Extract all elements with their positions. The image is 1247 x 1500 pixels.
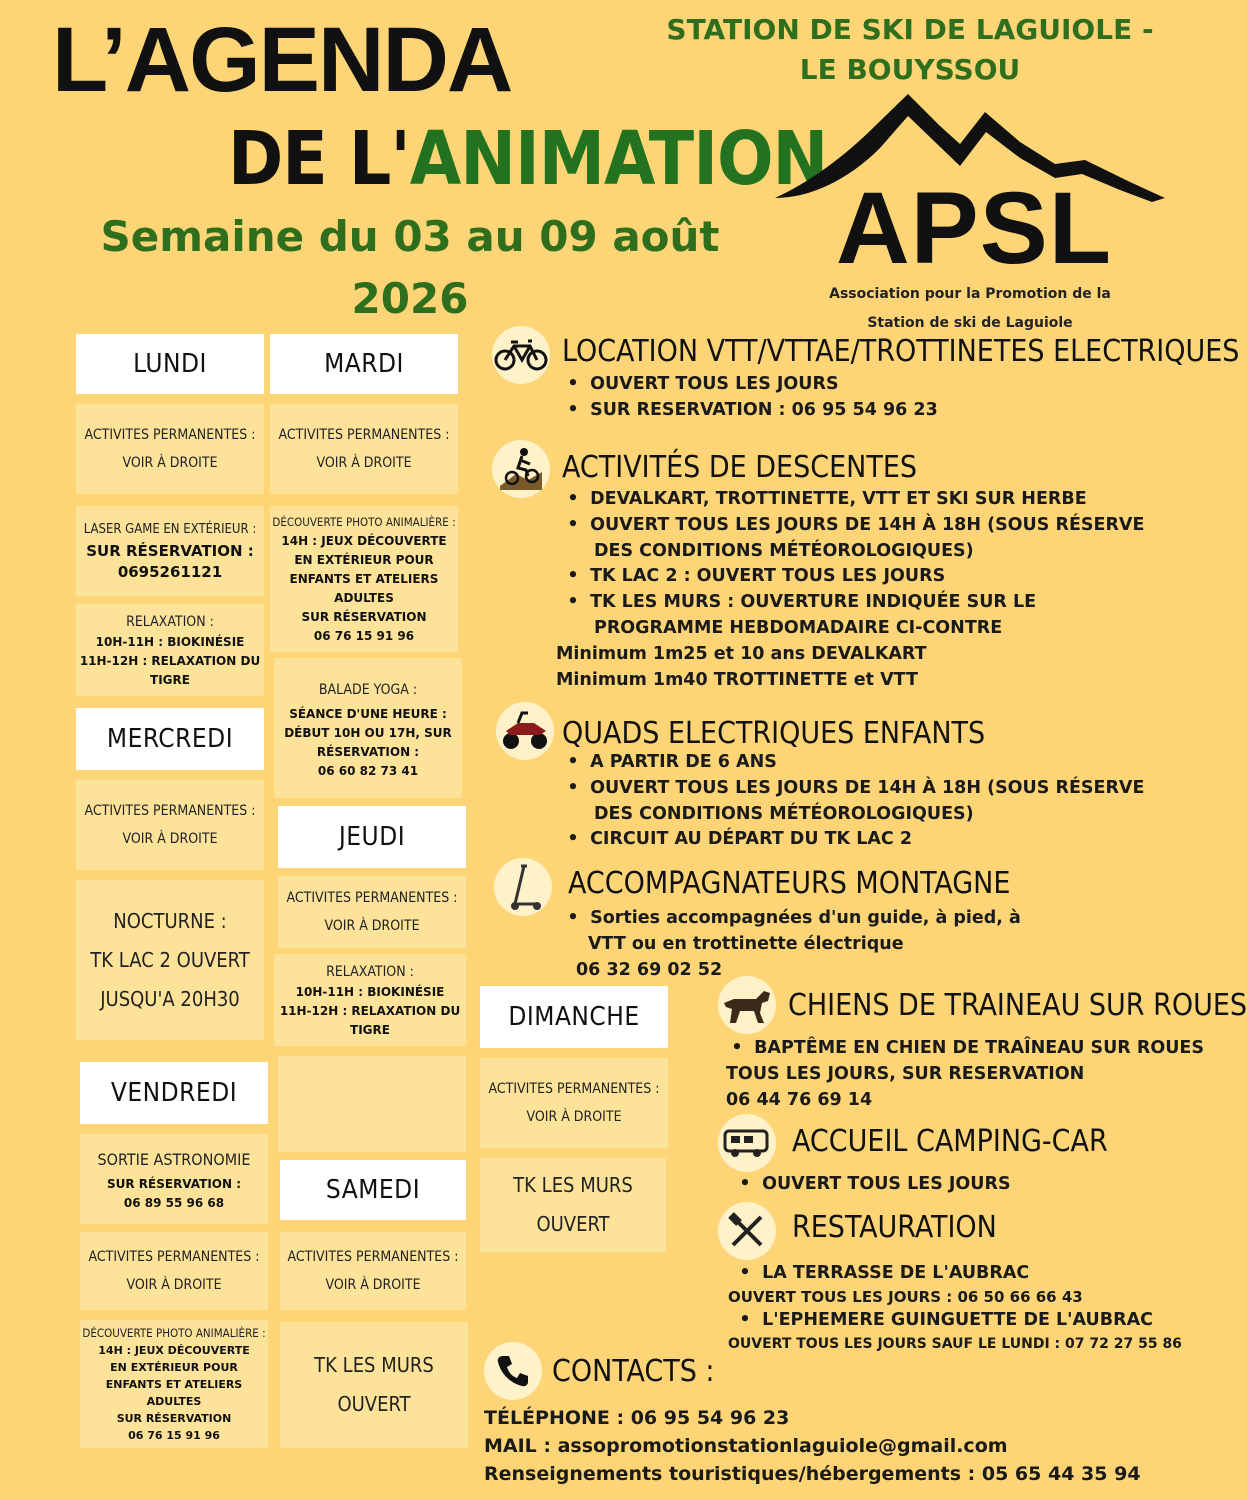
- day-header-vendredi: VENDREDI: [80, 1062, 268, 1124]
- astro-title: SORTIE ASTRONOMIE: [97, 1150, 251, 1169]
- location-item1: OUVERT TOUS LES JOURS: [590, 374, 839, 394]
- relax-line1: 10H-11H : BIOKINÉSIE: [295, 984, 445, 999]
- chiens-line2: TOUS LES JOURS, SUR RESERVATION: [726, 1063, 1085, 1084]
- perm-line2: VOIR À DROITE: [122, 455, 218, 471]
- mountain-biker-icon: [492, 440, 550, 498]
- section-accompagnateurs-list: • Sorties accompagnées d'un guide, à pied, à VTT ou en trottinette électrique 06 32 69 02 52: [562, 906, 1021, 983]
- laser-title: LASER GAME EN EXTÉRIEUR :: [83, 522, 257, 537]
- descentes-item1: DEVALKART, TROTTINETTE, VTT ET SKI SUR HERBE: [590, 489, 1087, 509]
- section-title-descentes: ACTIVITÉS DE DESCENTES: [562, 450, 918, 485]
- title-animation-word: ANIMATION: [409, 116, 828, 202]
- dog-icon: [718, 976, 776, 1034]
- apsl-sub-line1: Association pour la Promotion de la: [829, 286, 1111, 302]
- vendredi-astronomie: [80, 1134, 268, 1224]
- cutlery-icon: [718, 1202, 776, 1260]
- nocturne-line1: NOCTURNE :: [113, 908, 227, 933]
- section-chiens-list: • BAPTÊME EN CHIEN DE TRAÎNEAU SUR ROUES TOUS LES JOURS, SUR RESERVATION 06 44 76 69 14: [726, 1036, 1204, 1113]
- perm-line1: ACTIVITES PERMANENTES :: [488, 1081, 660, 1097]
- photo-line4: ADULTES: [146, 1395, 202, 1408]
- dimanche-tk-les-murs: [480, 1158, 666, 1252]
- scooter-icon: [494, 858, 552, 916]
- yoga-line1: SÉANCE D'UNE HEURE :: [289, 707, 447, 721]
- section-title-camping: ACCUEIL CAMPING-CAR: [792, 1124, 1108, 1159]
- accompagnateurs-item1b: VTT ou en trottinette électrique: [588, 933, 904, 954]
- perm-line2: VOIR À DROITE: [122, 831, 218, 847]
- station-line2: LE BOUYSSOU: [799, 53, 1021, 86]
- photo-title: DÉCOUVERTE PHOTO ANIMALIÈRE :: [272, 514, 456, 529]
- station-name: [640, 10, 1180, 90]
- tk-line1: TK LES MURS: [513, 1173, 633, 1197]
- camper-van-icon: [718, 1114, 776, 1172]
- relax-title: RELAXATION :: [326, 963, 414, 980]
- tk-line1: TK LES MURS: [314, 1353, 434, 1377]
- section-quads-list: • A PARTIR DE 6 ANS • OUVERT TOUS LES JOURS DE 14H À 18H (SOUS RÉSERVE DES CONDITIONS MÉTÉOROLOGIQUES) • CIRCUIT AU DÉPART DU TK LAC 2: [562, 750, 1144, 853]
- laser-line2: 0695261121: [117, 563, 223, 581]
- relax-title: RELAXATION :: [126, 613, 214, 630]
- section-title-accompagnateurs: ACCOMPAGNATEURS MONTAGNE: [568, 866, 1011, 901]
- descentes-item4b: PROGRAMME HEBDOMADAIRE CI-CONTRE: [594, 617, 1003, 638]
- astro-line2: 06 89 55 96 68: [123, 1196, 225, 1210]
- week-dates: [60, 206, 760, 330]
- empty-cell: [278, 1056, 466, 1152]
- section-restauration-list2: • L'EPHEMERE GUINGUETTE DE L'AUBRAC: [739, 1310, 1153, 1330]
- section-descentes-list: • DEVALKART, TROTTINETTE, VTT ET SKI SUR HERBE • OUVERT TOUS LES JOURS DE 14H À 18H (SOUS RÉSERVE DES CONDITIONS MÉTÉOROLOGIQUES) • TK LAC 2 : OUVERT TOUS LES JOURS • TK LES MURS : OUVERTURE INDIQUÉE SUR LE PROGRAMME HEBDOMADAIRE CI-CONTRE: [562, 487, 1144, 642]
- quads-item2a: OUVERT TOUS LES JOURS DE 14H À 18H (SOUS RÉSERVE: [590, 777, 1145, 798]
- photo-line6: 06 76 15 91 96: [128, 1429, 220, 1442]
- lundi-relaxation: [76, 604, 264, 696]
- day-header-dimanche: DIMANCHE: [480, 986, 668, 1048]
- apsl-sub-line2: Station de ski de Laguiole: [867, 315, 1073, 331]
- jeudi-relaxation: [274, 954, 466, 1046]
- yoga-line2: DÉBUT 10H OU 17H, SUR: [284, 726, 452, 740]
- title-de: DE L': [228, 116, 410, 202]
- contacts-info: Renseignements touristiques/hébergements : 05 65 44 35 94: [484, 1463, 1141, 1485]
- vendredi-permanent: [80, 1232, 268, 1310]
- yoga-line3: RÉSERVATION :: [316, 745, 420, 759]
- week-line1: Semaine du 03 au 09 août: [100, 212, 720, 261]
- lundi-laser-game: [76, 506, 264, 596]
- contacts-tel: TÉLÉPHONE : 06 95 54 96 23: [484, 1407, 790, 1429]
- section-camping-list: • OUVERT TOUS LES JOURS: [739, 1174, 1011, 1194]
- photo-line3: ENFANTS ET ATELIERS: [105, 1378, 243, 1391]
- section-descentes-notes: [556, 642, 927, 694]
- restauration-item1-sub: OUVERT TOUS LES JOURS : 06 50 66 66 43: [728, 1288, 1083, 1306]
- jeudi-permanent: [278, 876, 466, 948]
- descentes-item2a: OUVERT TOUS LES JOURS DE 14H À 18H (SOUS RÉSERVE: [590, 514, 1145, 535]
- photo-line1: 14H : JEUX DÉCOUVERTE: [98, 1344, 250, 1357]
- vendredi-photo: [80, 1320, 268, 1448]
- perm-line1: ACTIVITES PERMANENTES :: [84, 427, 256, 443]
- restauration-item2-sub: OUVERT TOUS LES JOURS SAUF LE LUNDI : 07 72 27 55 86: [728, 1336, 1182, 1352]
- photo-line6: 06 76 15 91 96: [313, 628, 415, 643]
- relax-line2: 11H-12H : RELAXATION DU: [79, 653, 261, 668]
- apsl-subtitle: [800, 280, 1140, 338]
- perm-line2: VOIR À DROITE: [526, 1109, 622, 1125]
- quads-item1: A PARTIR DE 6 ANS: [590, 752, 777, 772]
- day-header-mardi: MARDI: [270, 334, 458, 394]
- nocturne-line2: TK LAC 2 OUVERT: [90, 947, 250, 972]
- photo-line3: ENFANTS ET ATELIERS: [289, 571, 439, 586]
- section-title-contacts: CONTACTS :: [552, 1354, 715, 1389]
- apsl-logo: APSL: [836, 171, 1113, 285]
- station-line1: STATION DE SKI DE LAGUIOLE -: [666, 13, 1154, 46]
- samedi-tk-les-murs: [280, 1322, 468, 1448]
- mercredi-permanent: [76, 780, 264, 870]
- photo-line5: SUR RÉSERVATION: [301, 609, 427, 624]
- lundi-permanent: [76, 404, 264, 494]
- nocturne-line3: JUSQU'A 20H30: [100, 986, 240, 1011]
- photo-line4: ADULTES: [334, 590, 394, 605]
- descentes-item3: TK LAC 2 : OUVERT TOUS LES JOURS: [590, 566, 946, 587]
- mercredi-nocturne: [76, 880, 264, 1040]
- perm-line2: VOIR À DROITE: [126, 1277, 222, 1293]
- perm-line1: ACTIVITES PERMANENTES :: [286, 890, 458, 906]
- yoga-title: BALADE YOGA :: [318, 682, 418, 698]
- section-location-list: • OUVERT TOUS LES JOURS • SUR RESERVATION : 06 95 54 96 23: [567, 374, 938, 420]
- perm-line2: VOIR À DROITE: [324, 918, 420, 934]
- mardi-permanent: [270, 404, 458, 494]
- photo-line2: EN EXTÉRIEUR POUR: [294, 552, 434, 567]
- perm-line1: ACTIVITES PERMANENTES :: [84, 803, 256, 819]
- contacts-mail: MAIL : assopromotionstationlaguiole@gmail.com: [484, 1435, 1008, 1457]
- relax-line1: 10H-11H : BIOKINÉSIE: [95, 634, 245, 649]
- day-header-samedi: SAMEDI: [280, 1160, 466, 1220]
- title-animation: [228, 116, 827, 202]
- quad-icon: [496, 702, 554, 760]
- descentes-item2b: DES CONDITIONS MÉTÉOROLOGIQUES): [594, 540, 974, 561]
- perm-line1: ACTIVITES PERMANENTES :: [278, 427, 450, 443]
- camping-item1: OUVERT TOUS LES JOURS: [762, 1174, 1011, 1194]
- chiens-line3: 06 44 76 69 14: [726, 1089, 873, 1110]
- dimanche-permanent: [480, 1058, 668, 1148]
- title-agenda: L’AGENDA: [52, 9, 512, 111]
- section-title-location: LOCATION VTT/VTTAE/TROTTINETES ELECTRIQUES: [562, 334, 1240, 369]
- descentes-item4a: TK LES MURS : OUVERTURE INDIQUÉE SUR LE: [590, 592, 1037, 613]
- photo-title: DÉCOUVERTE PHOTO ANIMALIÈRE :: [82, 1326, 266, 1340]
- section-restauration-list: • LA TERRASSE DE L'AUBRAC: [739, 1263, 1030, 1283]
- day-header-lundi: LUNDI: [76, 334, 264, 394]
- tk-line2: OUVERT: [337, 1392, 411, 1416]
- accompagnateurs-phone: 06 32 69 02 52: [576, 959, 723, 980]
- location-item2: SUR RESERVATION : 06 95 54 96 23: [590, 399, 938, 420]
- section-title-quads: QUADS ELECTRIQUES ENFANTS: [562, 716, 986, 751]
- relax-line2: 11H-12H : RELAXATION DU: [279, 1003, 461, 1018]
- descentes-note2: Minimum 1m40 TROTTINETTE et VTT: [556, 669, 918, 690]
- yoga-line4: 06 60 82 73 41: [317, 764, 419, 778]
- bike-icon: [492, 326, 550, 384]
- perm-line2: VOIR À DROITE: [325, 1277, 421, 1293]
- section-title-chiens: CHIENS DE TRAINEAU SUR ROUES: [788, 988, 1247, 1023]
- perm-line1: ACTIVITES PERMANENTES :: [88, 1249, 260, 1265]
- laser-line1: SUR RÉSERVATION :: [86, 542, 254, 560]
- section-title-restauration: RESTAURATION: [792, 1210, 997, 1245]
- accompagnateurs-item1a: Sorties accompagnées d'un guide, à pied, à: [590, 908, 1021, 928]
- day-header-jeudi: JEUDI: [278, 806, 466, 868]
- astro-line1: SUR RÉSERVATION :: [106, 1177, 242, 1191]
- perm-line1: ACTIVITES PERMANENTES :: [287, 1249, 459, 1265]
- tk-line2: OUVERT: [536, 1212, 610, 1236]
- relax-line3: TIGRE: [350, 1022, 390, 1037]
- restauration-item2: L'EPHEMERE GUINGUETTE DE L'AUBRAC: [762, 1310, 1153, 1330]
- relax-line3: TIGRE: [150, 672, 190, 687]
- photo-line5: SUR RÉSERVATION: [116, 1412, 232, 1425]
- phone-icon: [484, 1342, 542, 1400]
- mardi-photo: [270, 506, 458, 652]
- quads-item2b: DES CONDITIONS MÉTÉOROLOGIQUES): [594, 803, 974, 824]
- photo-line1: 14H : JEUX DÉCOUVERTE: [281, 533, 447, 548]
- chiens-item1: BAPTÊME EN CHIEN DE TRAÎNEAU SUR ROUES: [754, 1038, 1204, 1058]
- samedi-permanent: [280, 1232, 466, 1310]
- day-header-mercredi: MERCREDI: [76, 708, 264, 770]
- contacts-list: [484, 1404, 1141, 1488]
- perm-line2: VOIR À DROITE: [316, 455, 412, 471]
- photo-line2: EN EXTÉRIEUR POUR: [110, 1361, 238, 1374]
- quads-item3: CIRCUIT AU DÉPART DU TK LAC 2: [590, 829, 913, 850]
- restauration-item1: LA TERRASSE DE L'AUBRAC: [762, 1263, 1030, 1283]
- mardi-yoga: [274, 658, 462, 798]
- descentes-note1: Minimum 1m25 et 10 ans DEVALKART: [556, 644, 927, 664]
- week-line2: 2026: [351, 274, 469, 323]
